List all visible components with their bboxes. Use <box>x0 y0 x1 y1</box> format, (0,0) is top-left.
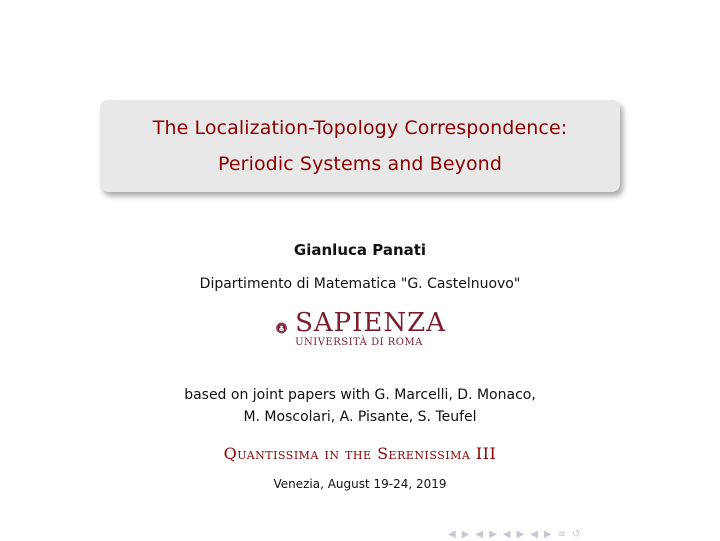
nav-left-icon[interactable]: ◀ <box>448 528 456 540</box>
search-icon[interactable]: ↺ <box>572 528 581 540</box>
title-block <box>100 100 620 192</box>
joint-papers-line-2: M. Moscolari, A. Pisante, S. Teufel <box>243 409 477 425</box>
nav-right-icon[interactable]: ▶ <box>461 528 470 540</box>
logo-name: SAPIENZA <box>295 307 446 338</box>
logo-text <box>295 309 446 348</box>
align-icon[interactable]: ≡ <box>557 528 567 540</box>
frame-right-icon[interactable]: ▶ <box>489 528 497 540</box>
beamer-navigation-bar <box>448 528 580 540</box>
joint-papers-line-1: based on joint papers with G. Marcelli, D. Monaco, <box>184 387 536 403</box>
author-name: Gianluca Panati <box>293 241 427 259</box>
title-line-1: The Localization-Topology Correspondence: <box>152 117 568 139</box>
sapienza-seal-icon <box>276 302 287 354</box>
title-line-2: Periodic Systems and Beyond <box>218 153 502 175</box>
section-left-icon[interactable]: ◀ <box>530 528 538 540</box>
venue-date: Venezia, August 19-24, 2019 <box>273 477 447 491</box>
affiliation: Dipartimento di Matematica "G. Castelnuovo" <box>199 276 521 292</box>
subsection-right-icon[interactable]: ▶ <box>516 528 525 540</box>
subsection-left-icon[interactable]: ◀ <box>502 528 511 540</box>
conference-name: Quantissima in the Serenissima III <box>223 444 497 463</box>
frame-left-icon[interactable]: ◀ <box>475 528 484 540</box>
university-logo <box>276 299 446 357</box>
section-right-icon[interactable]: ▶ <box>543 528 552 540</box>
logo-subtitle: UNIVERSITÀ DI ROMA <box>295 336 423 348</box>
